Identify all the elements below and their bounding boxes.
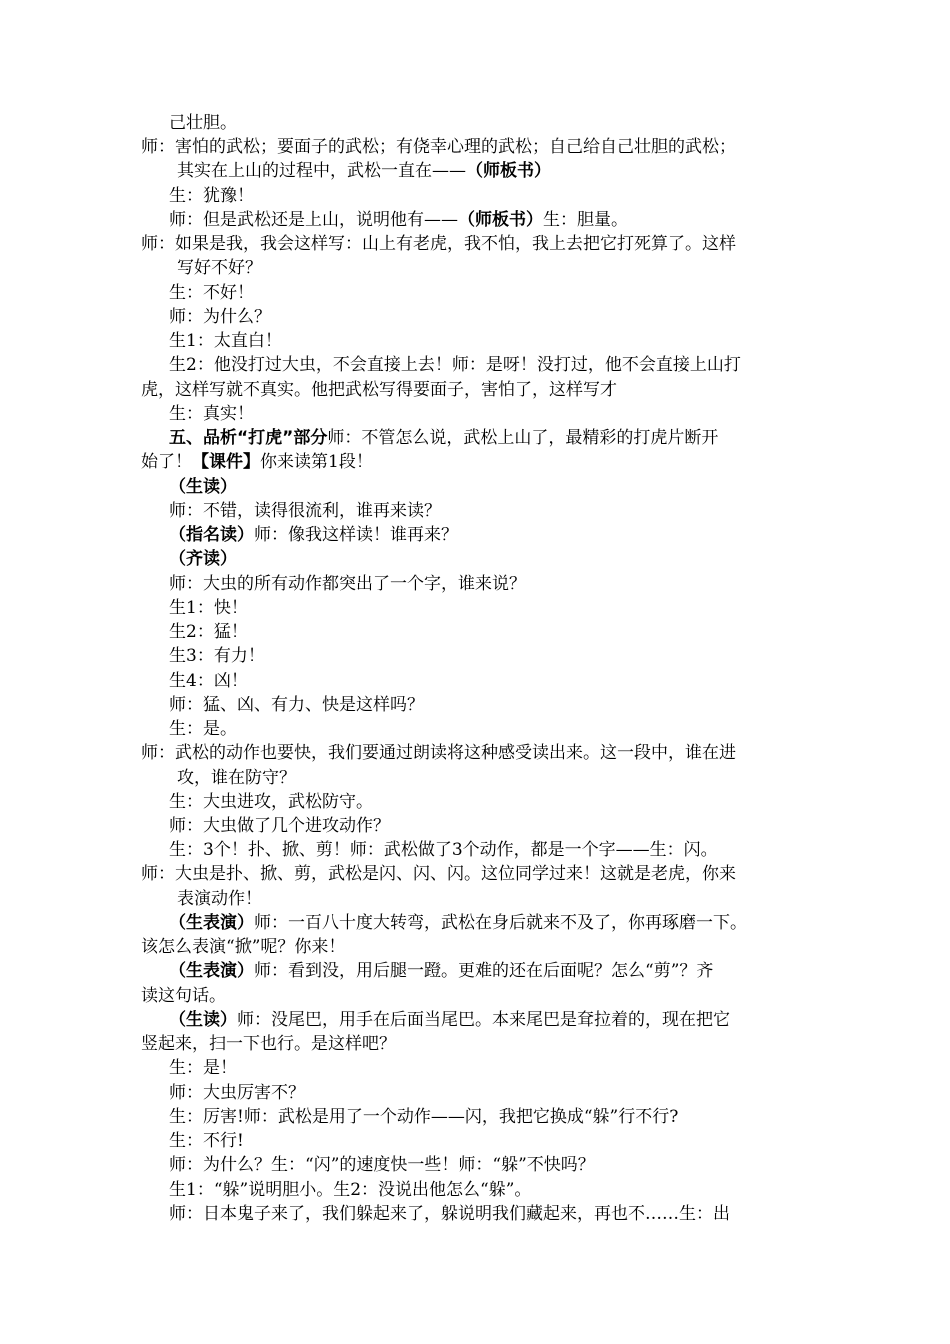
text-line bbox=[141, 450, 373, 474]
bold-note: （师板书） bbox=[458, 210, 543, 230]
bold-note: （生表演） bbox=[169, 961, 254, 981]
text-line: 生1：“躲”说明胆小。生2：没说出他怎么“躲”。 bbox=[169, 1180, 532, 1200]
text-run: 生：胆量。 bbox=[543, 210, 628, 230]
text-line: 生1：快！ bbox=[169, 598, 248, 618]
text-line: 虎，这样写就不真实。他把武松写得要面子，害怕了，这样写才 bbox=[141, 380, 617, 400]
text-line bbox=[169, 911, 747, 935]
text-line: 攻，谁在防守？ bbox=[177, 768, 296, 788]
text-run: 师：看到没，用后腿一蹬。更难的还在后面呢？怎么“剪”？齐 bbox=[254, 961, 714, 981]
text-run: 师：但是武松还是上山，说明他有—— bbox=[169, 210, 458, 230]
bold-note: （生读） bbox=[169, 1010, 237, 1030]
text-line: 生2：猛！ bbox=[169, 622, 248, 642]
text-line: 师：大虫厉害不？ bbox=[169, 1083, 305, 1103]
text-line: 生：不行! bbox=[169, 1131, 244, 1151]
text-line: 表演动作！ bbox=[177, 889, 262, 909]
text-line: 师：如果是我，我会这样写：山上有老虎，我不怕，我上去把它打死算了。这样 bbox=[141, 234, 736, 254]
text-run: 师：不管怎么说，武松上山了，最精彩的打虎片断开 bbox=[327, 428, 719, 448]
text-line bbox=[169, 1008, 730, 1032]
bold-note: （生读） bbox=[169, 477, 237, 497]
text-line: 师：为什么？ bbox=[169, 307, 271, 327]
text-run: 师：一百八十度大转弯，武松在身后就来不及了，你再琢磨一下。 bbox=[254, 913, 747, 933]
text-line: 己壮胆。 bbox=[169, 113, 237, 133]
text-run: 其实在上山的过程中，武松一直在—— bbox=[177, 161, 466, 181]
text-line: 生：是。 bbox=[169, 719, 237, 739]
text-line: 师：害怕的武松；要面子的武松；有侥幸心理的武松；自己给自己壮胆的武松； bbox=[141, 137, 736, 157]
text-line: 生：犹豫！ bbox=[169, 186, 254, 206]
text-line: 师：大虫是扑、掀、剪，武松是闪、闪、闪。这位同学过来！这就是老虎，你来 bbox=[141, 864, 736, 884]
text-line: 生2：他没打过大虫，不会直接上去！师：是呀！没打过，他不会直接上山打 bbox=[169, 355, 741, 375]
text-line: 读这句话。 bbox=[141, 986, 226, 1006]
text-line: 生：不好！ bbox=[169, 283, 254, 303]
text-line: 生：3个！扑、掀、剪！师：武松做了3个动作，都是一个字——生：闪。 bbox=[169, 840, 718, 860]
text-line: 生：是！ bbox=[169, 1058, 237, 1078]
text-line: 写好不好？ bbox=[177, 258, 262, 278]
text-line bbox=[177, 159, 551, 183]
text-run: 师：没尾巴，用手在后面当尾巴。本来尾巴是耷拉着的，现在把它 bbox=[237, 1010, 730, 1030]
bold-note: （师板书） bbox=[466, 161, 551, 181]
section-heading: 五、品析“打虎”部分 bbox=[169, 428, 328, 448]
text-line: 生1：太直白！ bbox=[169, 331, 282, 351]
text-line: 该怎么表演“掀”呢？你来！ bbox=[141, 937, 346, 957]
bold-note: 【课件】 bbox=[192, 452, 260, 472]
text-run: 始了！ bbox=[141, 452, 192, 472]
bold-note: （指名读） bbox=[169, 525, 254, 545]
text-line: 师：武松的动作也要快，我们要通过朗读将这种感受读出来。这一段中，谁在进 bbox=[141, 743, 736, 763]
text-line: 师：不错，读得很流利，谁再来读？ bbox=[169, 501, 441, 521]
text-line: 师：日本鬼子来了，我们躲起来了，躲说明我们藏起来，再也不……生：出 bbox=[169, 1204, 730, 1224]
text-line bbox=[169, 523, 458, 547]
text-line: 师：大虫做了几个进攻动作？ bbox=[169, 816, 390, 836]
text-line bbox=[169, 426, 718, 450]
text-line: 师：大虫的所有动作都突出了一个字，谁来说？ bbox=[169, 574, 526, 594]
text-line: 竖起来，扫一下也行。是这样吧？ bbox=[141, 1034, 396, 1054]
bold-note: （齐读） bbox=[169, 549, 237, 569]
text-line: 师：为什么？生：“闪”的速度快一些！师：“躲”不快吗？ bbox=[169, 1155, 595, 1175]
text-line bbox=[169, 208, 628, 232]
text-line: 生：厉害!师：武松是用了一个动作——闪，我把它换成“躲”行不行? bbox=[169, 1107, 679, 1127]
text-line: 生：大虫进攻，武松防守。 bbox=[169, 792, 373, 812]
text-line: 师：猛、凶、有力、快是这样吗？ bbox=[169, 695, 424, 715]
text-line: 生：真实！ bbox=[169, 404, 254, 424]
text-run: 你来读第1段！ bbox=[260, 452, 373, 472]
text-line: 生3：有力！ bbox=[169, 646, 265, 666]
bold-note: （生表演） bbox=[169, 913, 254, 933]
text-line: 生4：凶！ bbox=[169, 671, 248, 691]
text-run: 师：像我这样读！谁再来？ bbox=[254, 525, 458, 545]
text-line bbox=[169, 959, 713, 983]
